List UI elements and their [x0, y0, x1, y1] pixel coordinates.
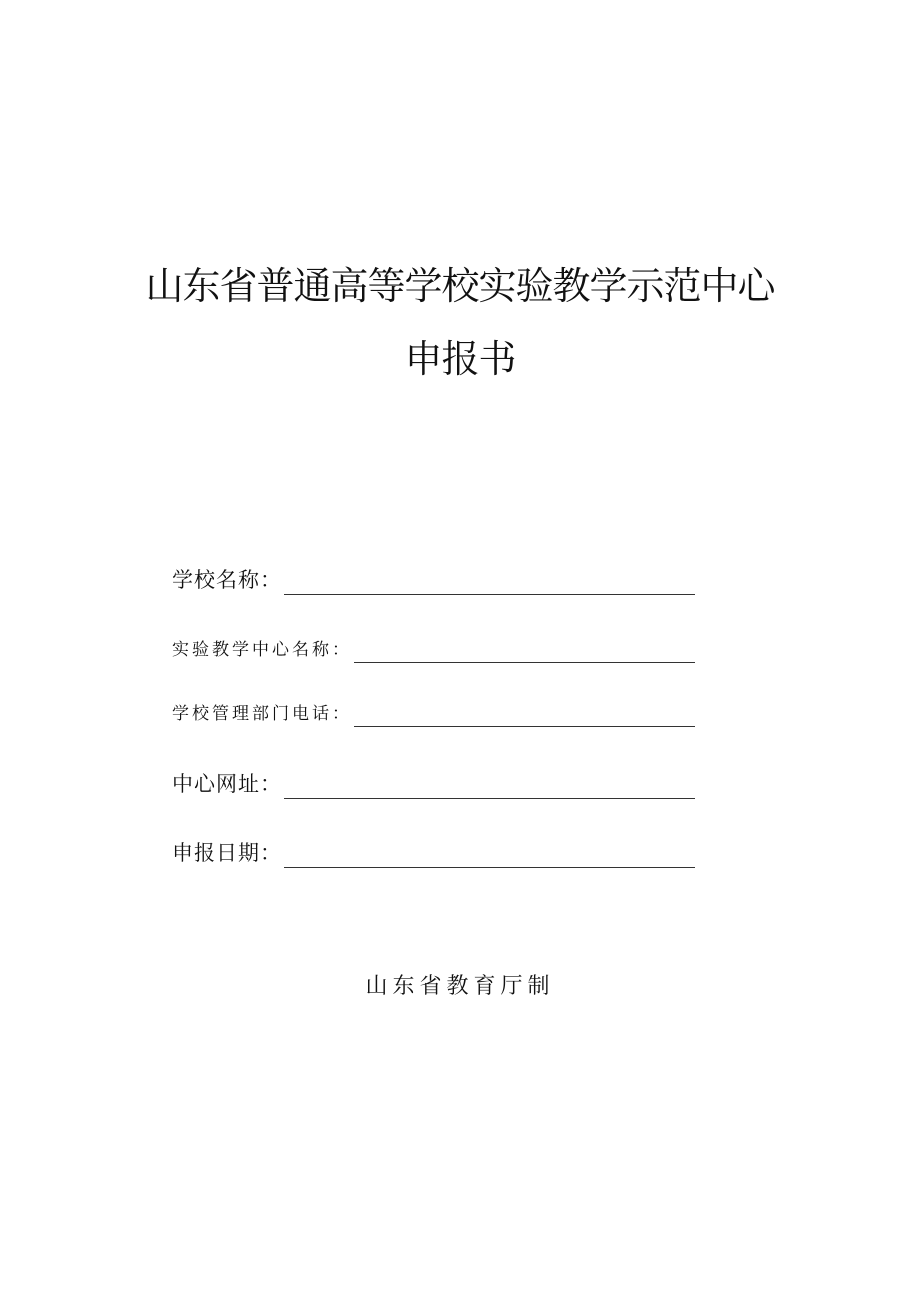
center-website-blank-line[interactable] — [284, 776, 695, 799]
center-website-label: 中心网址： — [172, 772, 282, 796]
page-title: 山东省普通高等学校实验教学示范中心 — [145, 264, 775, 308]
department-phone-field — [172, 704, 695, 727]
center-name-label: 实验教学中心名称： — [172, 640, 352, 660]
issuer-line: 山东省教育厅制 — [365, 974, 555, 999]
school-name-field — [172, 570, 695, 595]
department-phone-label: 学校管理部门电话： — [172, 704, 352, 724]
center-website-field — [172, 774, 695, 799]
center-name-field — [172, 640, 695, 663]
department-phone-blank-line[interactable] — [354, 704, 695, 727]
school-name-blank-line[interactable] — [284, 572, 695, 595]
center-name-blank-line[interactable] — [354, 640, 695, 663]
application-date-field — [172, 843, 695, 868]
page-subtitle: 申报书 — [404, 337, 516, 381]
school-name-label: 学校名称： — [172, 568, 282, 592]
application-date-label: 申报日期： — [172, 841, 282, 865]
application-date-blank-line[interactable] — [284, 845, 695, 868]
